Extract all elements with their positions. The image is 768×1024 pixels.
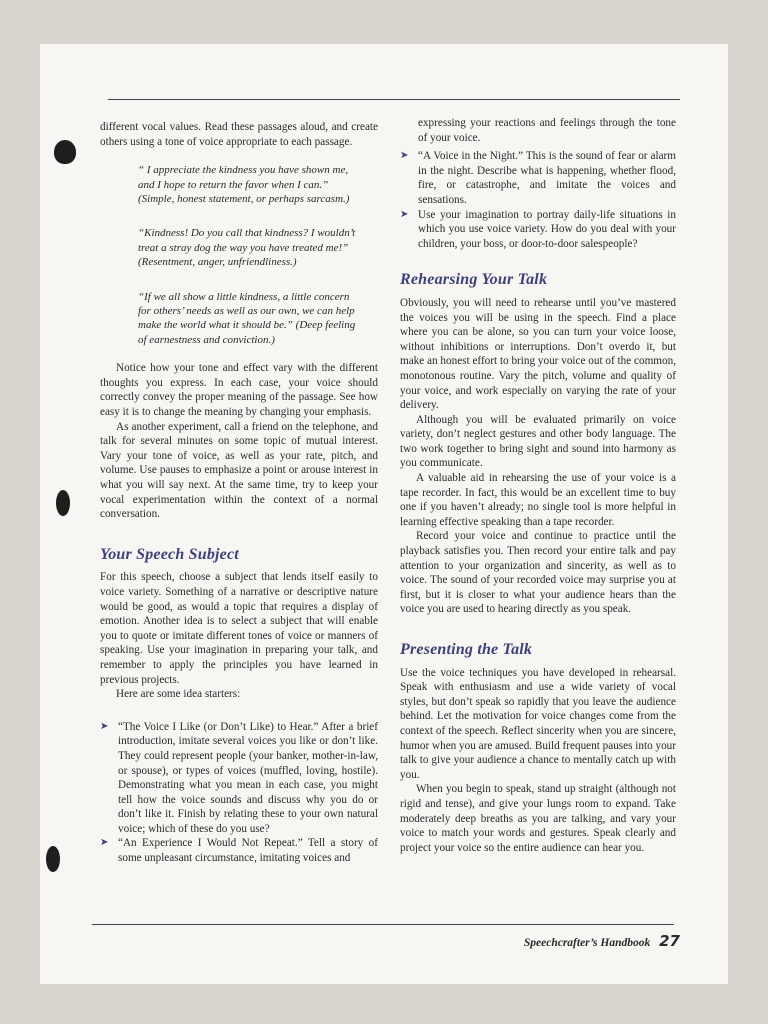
list-item: ➤ “A Voice in the Night.” This is the sound of fear or alarm in the night. Describe what is happening, whether flood, fire, or catastrophe, and imitate the voices and sensations. xyxy=(400,150,676,206)
section-heading-presenting: Presenting the Talk xyxy=(400,641,533,658)
right-column xyxy=(400,116,676,855)
rehearse-paragraph: Record your voice and continue to practice until the playback satisfies you. Then record your entire talk and pay attention to your organization and sincerity, as well as to voice. The sound of your recorded voice may surprise you at first, but it is closer to what your audience hears than the voice you are used to hearing directly as you speak. xyxy=(400,530,676,616)
idea-starters-paragraph: Here are some idea starters: xyxy=(116,688,241,701)
quote-passage: “Kindness! Do you call that kindness? I wouldn’t treat a stray dog the way you have treated me!” (Resentment, anger, unfriendliness.) xyxy=(138,227,356,269)
binder-hole-icon xyxy=(56,490,70,516)
page-number: 27 xyxy=(659,932,680,950)
idea-starter-list-continued xyxy=(400,149,676,251)
binder-hole-icon xyxy=(46,846,60,872)
left-column xyxy=(100,120,378,866)
book-title: Speechcrafter’s Handbook xyxy=(523,937,651,949)
binder-hole-icon xyxy=(54,140,76,164)
arrowhead-bullet-icon: ➤ xyxy=(100,837,109,849)
section-heading-rehearsing: Rehearsing Your Talk xyxy=(400,271,548,289)
section-heading-speech-subject: Your Speech Subject xyxy=(100,545,239,563)
list-item: ➤ “The Voice I Like (or Don’t Like) to Hear.” After a brief introduction, imitate several voices you like or don’t like. They could represent people (your banker, mother-in-law, or spouse), or types of voices (muffled, loving, hostile). Demonstrating what you mean in each case, you might tell how the voice sounds and discuss why you do or don’t like it. Finish by relating these to your own natural voice; which of these do you use? xyxy=(100,720,378,835)
rehearse-paragraph: A valuable aid in rehearsing the use of your voice is a tape recorder. In fact, this would be an excellent time to buy one if you haven’t already; no single tool is more helpful in learning effective speaking than a tape recorder. xyxy=(400,472,676,528)
present-paragraph: When you begin to speak, stand up straight (although not rigid and tense), and give your lungs room to expand. Take moderately deep breaths as you are talking, and vary your voice to match your words and gestures. Speak clearly and project your voice so the entire audience can hear you. xyxy=(400,783,676,854)
footer-rule xyxy=(92,924,674,925)
list-item: ➤ Use your imagination to portray daily-life situations in which you use voice variety. How do you deal with your children, your boss, or door-to-door salespeople? xyxy=(400,208,676,250)
idea-starter-list xyxy=(100,720,378,866)
page-footer xyxy=(460,932,680,950)
arrowhead-bullet-icon: ➤ xyxy=(100,720,109,732)
arrowhead-bullet-icon: ➤ xyxy=(400,150,409,162)
rehearse-paragraph: Although you will be evaluated primarily on voice variety, don’t neglect gestures and other body language. The two work together to bring sight and sound into harmony as you communicate. xyxy=(400,413,676,470)
present-paragraph: Use the voice techniques you have developed in rehearsal. Speak with enthusiasm and use a wide variety of vocal styles, but don’t speak so rapidly that you leave the audience behind. Let the motivation for voice changes come from the context of the speech. Reflect sincerity when you are sincere, humor when you are amused. Build frequent pauses into your talk to give your audience a chance to mentally catch up with you. xyxy=(400,666,676,781)
arrowhead-bullet-icon: ➤ xyxy=(400,208,409,220)
intro-paragraph: different vocal values. Read these passages aloud, and create others using a tone of voice appropriate to each passage. xyxy=(100,121,378,148)
notice-paragraph: Notice how your tone and effect vary with the different thoughts you express. In each case, your voice should correctly convey the proper meaning of the passage. See how easy it is to change the meaning by changing your emphasis. xyxy=(100,362,378,419)
subject-paragraph: For this speech, choose a subject that lends itself easily to voice variety. Something of a narrative or descriptive nature would be good, as would a topic that requires a display of emotion. Another idea is to select a subject that will enable you to quote or imitate different tones of voice or manners of speaking. Use your imagination in preparing your talk, and remember to apply the principles you have learned in previous projects. xyxy=(100,571,378,686)
list-item: ➤ “An Experience I Would Not Repeat.” Tell a story of some unpleasant circumstance, imitating voices and xyxy=(100,837,378,865)
quote-list xyxy=(100,163,378,347)
experiment-paragraph: As another experiment, call a friend on the telephone, and talk for several minutes on some topic of mutual interest. Vary your tone of voice, as well as your rate, pitch, and volume. Use pauses to emphasize a point or arouse interest in what you will say next. At the same time, try to keep your vocal experimentation within the context of a normal conversation. xyxy=(100,420,378,521)
bullet-continuation: expressing your reactions and feelings through the tone of your voice. xyxy=(418,117,676,144)
header-rule xyxy=(108,99,680,100)
quote-passage: “If we all show a little kindness, a little concern for others’ needs as well as our own, we can help make the world what it should be.” (Deep feeling of earnestness and conviction.) xyxy=(138,290,356,346)
quote-passage: “ I appreciate the kindness you have shown me, and I hope to return the favor when I can.” (Simple, honest statement, or perhaps sarcasm.) xyxy=(138,164,350,205)
rehearse-paragraph: Obviously, you will need to rehearse until you’ve mastered the voices you will be using in the speech. Find a place where you can be alone, so you can turn your voice loose, without inhibitions or interruptions. Don’t overdo it, but make an honest effort to bring your voice out of the common, monotonous routine. Vary the pitch, volume and quality of your voice, and work especially on varying the rate of your delivery. xyxy=(400,296,676,412)
